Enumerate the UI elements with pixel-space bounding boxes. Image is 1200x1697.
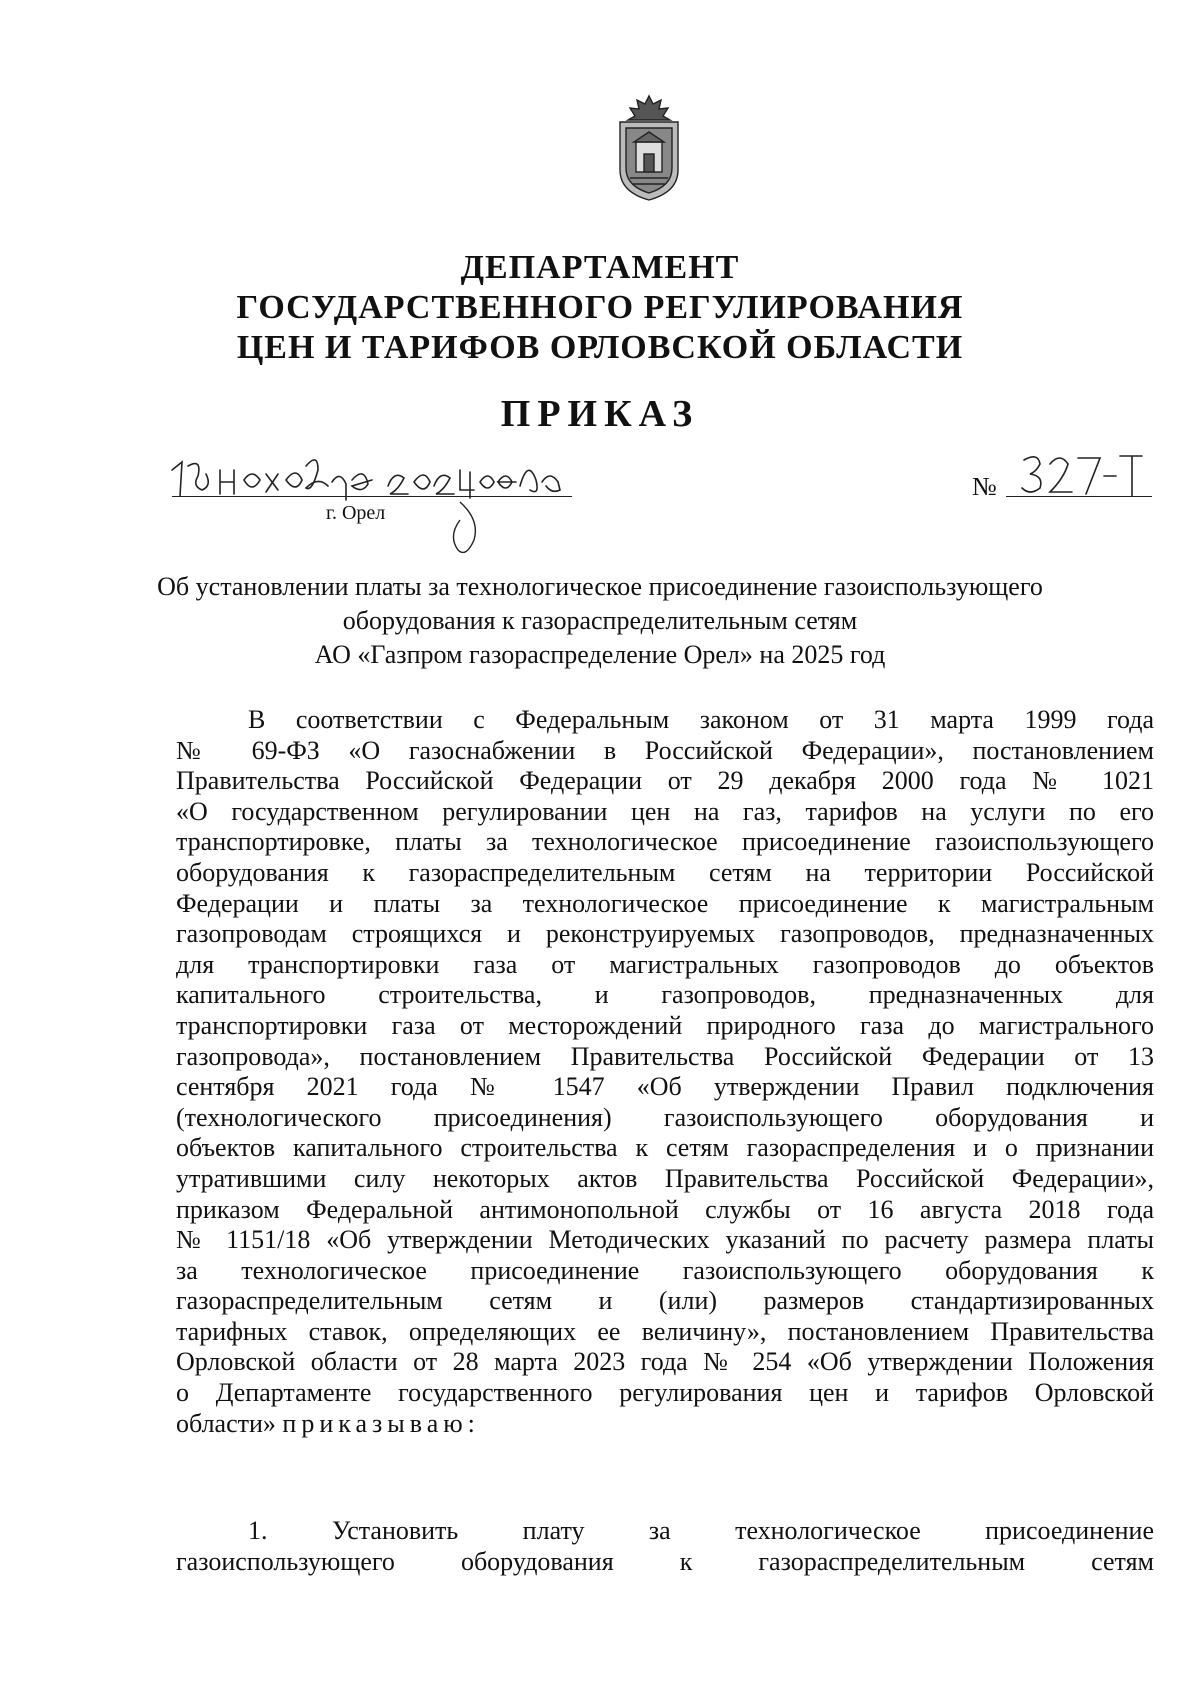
paragraph-line: объектов капитального строительства к сетям газораспределения и о признании [176,1133,1154,1163]
subject-line-2: оборудования к газораспределительным сетям [342,606,858,635]
paragraph-line: утратившими силу некоторых актов Правительства Российской Федерации», [176,1163,1154,1193]
paragraph-line: В соответствии с Федеральным законом от 31 марта 1999 года [248,705,1154,734]
department-line-3: ЦЕН И ТАРИФОВ ОРЛОВСКОЙ ОБЛАСТИ [236,329,964,366]
order-title: ПРИКАЗ [500,393,700,435]
paragraph-line: капитального строительства, и газопроводов, предназначенных для [176,980,1154,1010]
paragraph-line: для транспортировки газа от магистральных газопроводов до объектов [176,949,1154,979]
paragraph-line: № 1151/18 «Об утверждении Методических указаний по расчету размера платы [176,1225,1154,1255]
department-line-1: ДЕПАРТАМЕНТ [460,249,740,286]
clause-line: газоиспользующего оборудования к газораспределительным сетям [176,1546,1154,1576]
paragraph-line: транспортировки газа от месторождений природного газа до магистрального [176,1010,1154,1040]
paragraph-line: за технологическое присоединение газоиспользующего оборудования к [176,1255,1154,1285]
order-verb: приказываю: [282,1408,480,1438]
paragraph-line: № 69-ФЗ «О газоснабжении в Российской Федерации», постановлением [176,735,1154,765]
paragraph-line: «О государственном регулировании цен на газ, тарифов на услуги по его [176,796,1154,826]
department-name [0,248,1200,368]
paragraph-line: газопровода», постановлением Правительства Российской Федерации от 13 [176,1041,1154,1071]
paragraph-line: приказом Федеральной антимонопольной службы от 16 августа 2018 года [176,1194,1154,1224]
coat-of-arms-emblem [606,92,692,204]
paragraph-last-line [176,1409,1154,1440]
order-clause-1 [176,1516,1154,1577]
paragraph-line: газораспределительным сетям и (или) размеров стандартизированных [176,1286,1154,1316]
number-sign: № [972,472,997,501]
handwritten-flourish [430,500,510,560]
paragraph-line: о Департаменте государственного регулирования цен и тарифов Орловской [176,1378,1154,1408]
paragraph-line: тарифных ставок, определяющих ее величину», постановлением Правительства [176,1316,1154,1346]
handwritten-order-number [1016,446,1146,502]
paragraph-line: сентября 2021 года № 1547 «Об утверждении Правил подключения [176,1072,1154,1102]
preamble-paragraph [176,705,1154,1439]
clause-line: 1. Установить плату за технологическое присоединение [248,1516,1154,1545]
paragraph-line: транспортировке, платы за технологическое присоединение газоиспользующего [176,827,1154,857]
paragraph-line: (технологического присоединения) газоиспользующего оборудования и [176,1102,1154,1132]
last-line-prefix: области» [176,1408,276,1438]
handwritten-date [168,440,568,504]
city-label: г. Орел [326,502,386,524]
paragraph-line: оборудования к газораспределительным сетям на территории Российской [176,857,1154,887]
paragraph-line: Федерации и платы за технологическое присоединение к магистральным [176,888,1154,918]
date-underline [172,496,572,497]
subject-line-1: Об установлении платы за технологическое присоединение газоиспользующего [157,572,1043,601]
paragraph-line: Правительства Российской Федерации от 29 декабря 2000 года № 1021 [176,766,1154,796]
subject-line-3: АО «Газпром газораспределение Орел» на 2025 год [314,640,886,669]
paragraph-line: газопроводам строящихся и реконструируемых газопроводов, предназначенных [176,919,1154,949]
paragraph-line: Орловской области от 28 марта 2023 года № 254 «Об утверждении Положения [176,1347,1154,1377]
department-line-2: ГОСУДАРСТВЕННОГО РЕГУЛИРОВАНИЯ [236,289,964,326]
order-subject [0,570,1200,672]
